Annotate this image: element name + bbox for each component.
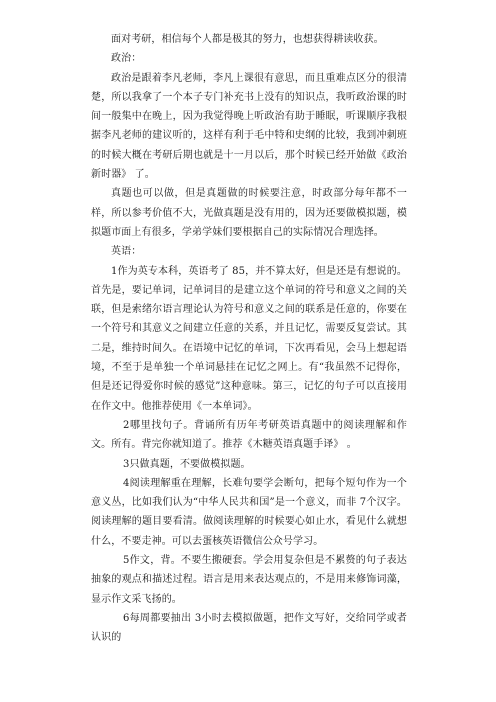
english-point-5: 5作文，背。不要生搬硬套。学会用复杂但是不累赘的句子表达抽象的观点和描述过程。语言是用来表达观点的，不是用来修饰词藻，显示作文采飞扬的。: [91, 555, 407, 605]
document-page: [91, 30, 407, 648]
intro-paragraph: 面对考研，相信每个人都是极其的努力，也想获得耕读收获。: [111, 34, 384, 45]
politics-paragraph-2: 真题也可以做，但是真题做的时候要注意，时政部分每年都不一样，所以参考价值不大，光做真题是没有用的，因为还要做模拟题，模拟题市面上有很多，学弟学妹们要根据自己的实际情况合理选择。: [91, 188, 407, 238]
english-point-6: 6每周都要抽出 3小时去模拟做题，把作文写好，交给同学或者认识的: [91, 612, 407, 644]
english-point-3: 3只做真题，不要做模拟题。: [123, 458, 251, 470]
politics-paragraph-1: 政治是跟着李凡老师，李凡上课很有意思，而且重难点区分的很清楚，所以我拿了一个本子专门补充书上没有的知识点，我听政治课的时间一般集中在晚上，因为我觉得晚上听政治有助于睡眠，听课顺序我根据李凡老师的建议听的，这样有利于毛中特和史纲的比较，我到冲刺班的时候大概在考研后期也就是十一月以后，那个时候已经开始做《政治新时器》 了。: [91, 72, 407, 181]
english-point-2: 2哪里找句子。背诵所有历年考研英语真题中的阅读理解和作文。所有。背完你就知道了。推荐《木糖英语真题手译》 。: [91, 419, 407, 451]
english-point-4: 4阅读理解重在理解，长难句要学会断句，把每个短句作为一个意义丛，比如我们认为“中华人民共和国”是一个意义，而非 7个汉字。阅读理解的题目要看清。做阅读理解的时候要心如止水，看见什么就想什么，不要走神。可以去蛋核英语微信公众号学习。: [91, 477, 407, 547]
section-heading-english: 英语：: [111, 246, 142, 258]
english-point-1: 1作为英专本科，英语考了 85，并不算太好，但是还是有想说的。首先是，要记单词，记单词目的是建立这个单词的符号和意义之间的关联，但是索绪尔语言理论认为符号和意义之间的联系是任意的，你要在一个符号和其意义之间建立任意的关系，并且记忆，需要反复尝试。其二是，维持时间久。在语境中记忆的单词，下次再看见，会马上想起语境，不至于是单独一个单词悬挂在记忆之网上。有“我虽然不记得你，但是还记得爱你时候的感觉”这种意味。第三，记忆的句子可以直接用在作文中。他推荐使用《一本单词》。: [91, 265, 407, 412]
section-heading-politics: 政治：: [111, 53, 142, 65]
